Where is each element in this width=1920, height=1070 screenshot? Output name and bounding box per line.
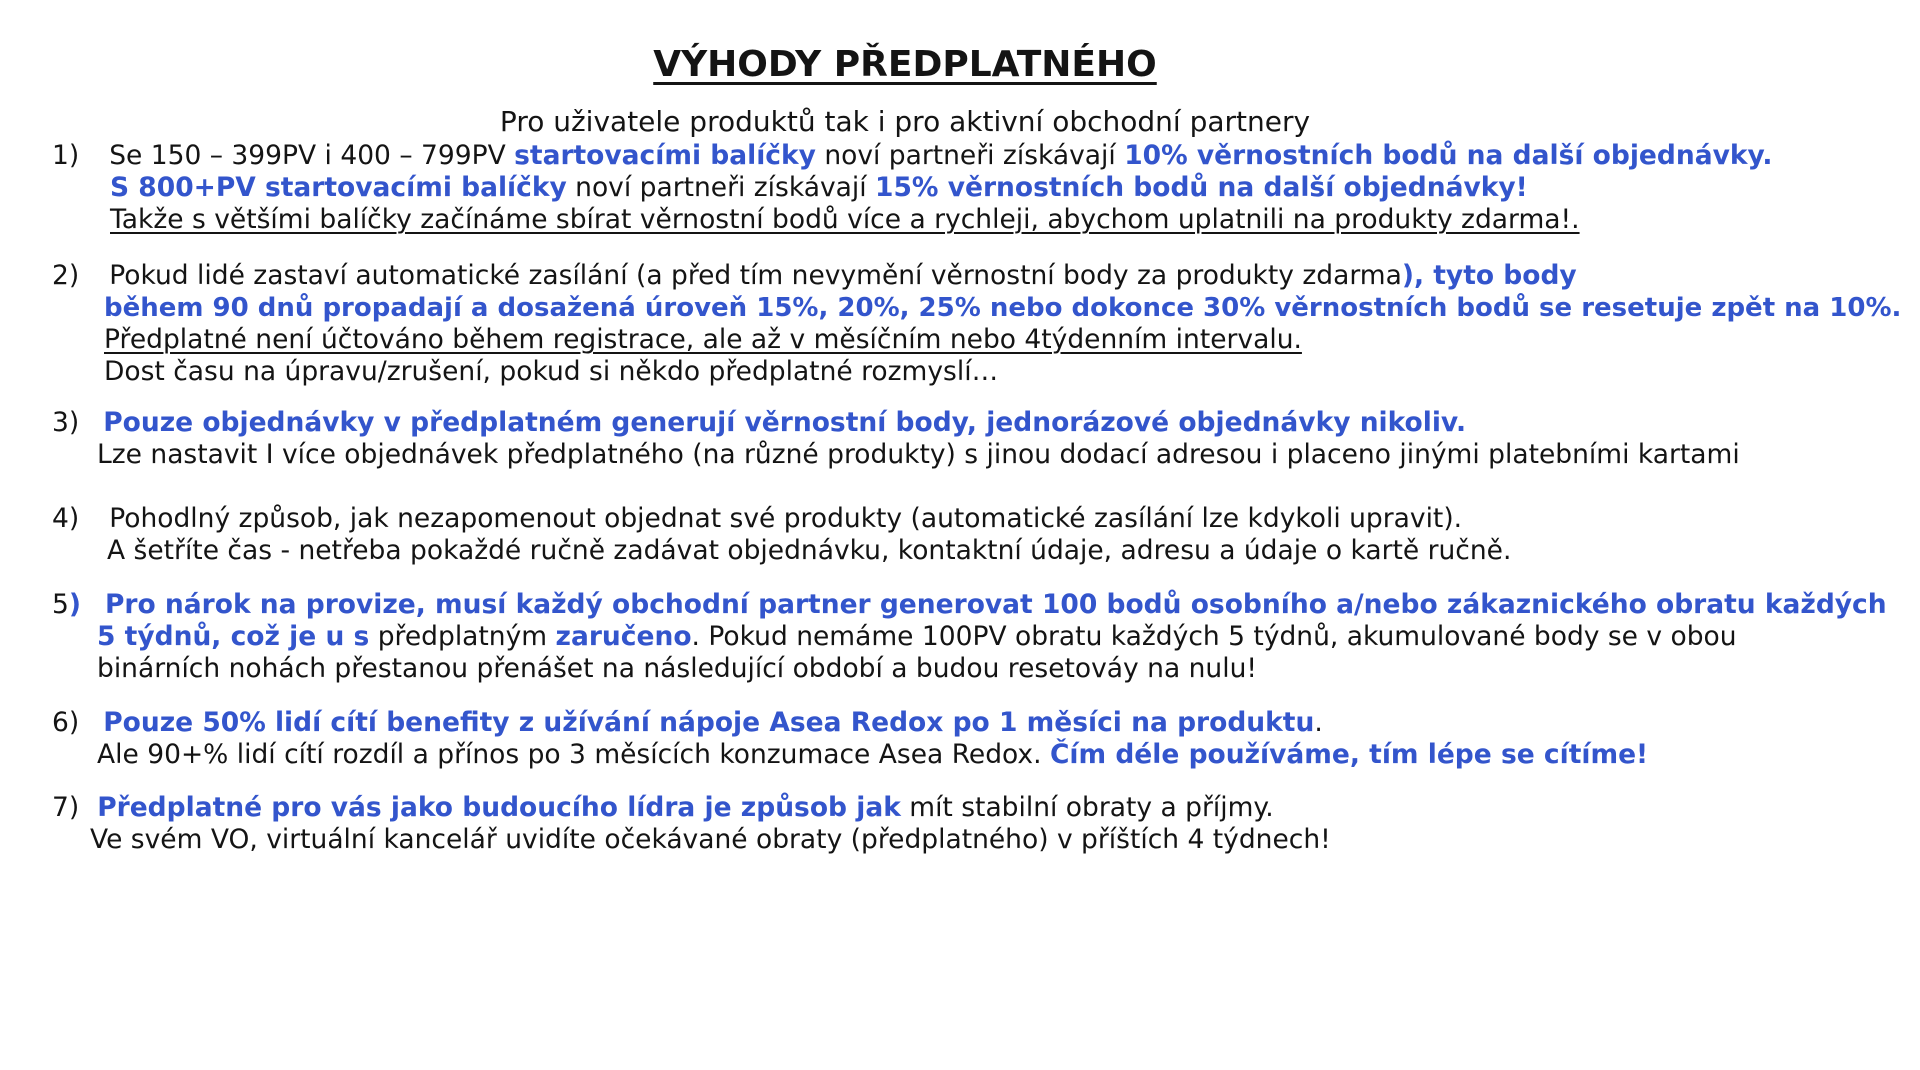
item-4-line-2: A šetříte čas - netřeba pokaždé ručně zadávat objednávku, kontaktní údaje, adresu a údaje o kartě ručně.: [107, 535, 1512, 566]
item-5-highlight: zaručeno: [555, 621, 692, 652]
item-1-highlight: startovacími balíčky: [514, 140, 816, 171]
item-5-text: předplatným: [369, 621, 556, 652]
item-1-text: noví partneři získávají: [566, 172, 876, 203]
item-7-line-1: [52, 790, 1274, 826]
item-1-text: Se 150 – 399PV i 400 – 799PV: [109, 140, 515, 171]
item-5-number: 5): [52, 589, 81, 620]
item-5-line-2: [97, 619, 1737, 655]
item-2-highlight: ), tyto body: [1401, 260, 1577, 291]
item-7-number: 7): [52, 792, 80, 823]
item-1-line-3: Takže s většími balíčky začínáme sbírat věrnostní bodů více a rychleji, abychom uplatnili na produkty zdarma!.: [110, 204, 1580, 235]
item-6-line-1: [52, 705, 1323, 741]
item-3-number: 3): [52, 407, 80, 438]
item-1-line-1: [52, 138, 1772, 174]
item-6-text: .: [1314, 707, 1323, 738]
item-3-highlight: Pouze objednávky v předplatném generují věrnostní body, jednorázové objednávky nikoliv.: [103, 407, 1467, 438]
item-1-highlight: 15% věrnostních bodů na další objednávky!: [875, 172, 1528, 203]
item-5-text: . Pokud nemáme 100PV obratu každých 5 týdnů, akumulované body se v obou: [691, 621, 1737, 652]
item-1-text: noví partneři získávají: [815, 140, 1125, 171]
page-title: VÝHODY PŘEDPLATNÉHO: [653, 44, 1157, 85]
item-5-highlight: 5 týdnů, což je u s: [97, 621, 370, 652]
item-4-text: Pohodlný způsob, jak nezapomenout objednat své produkty (automatické zasílání lze kdykoli upravit).: [109, 503, 1463, 534]
item-5-line-3: binárních nohách přestanou přenášet na následující období a budou resetováy na nulu!: [97, 653, 1257, 684]
item-6-highlight: Pouze 50% lidí cítí benefity z užívání nápoje Asea Redox po 1 měsíci na produktu: [103, 707, 1315, 738]
item-2-line-2: během 90 dnů propadají a dosažená úroveň 15%, 20%, 25% nebo dokonce 30% věrnostních bodů se resetuje zpět na 10%.: [104, 293, 1902, 323]
item-1-highlight: 10% věrnostních bodů na další objednávky.: [1124, 140, 1773, 171]
item-4-line-1: [52, 501, 1462, 537]
item-2-line-1: [52, 258, 1577, 294]
page-subtitle: Pro uživatele produktů tak i pro aktivní obchodní partnery: [499, 105, 1311, 138]
item-4-number: 4): [52, 503, 80, 534]
item-5-highlight: Pro nárok na provize, musí každý obchodní partner generovat 100 bodů osobního a/nebo zákaznického obratu každých: [105, 589, 1887, 620]
item-6-highlight: Čím déle používáme, tím lépe se cítíme!: [1049, 739, 1649, 770]
item-6-number: 6): [52, 707, 80, 738]
item-3-line-2: Lze nastavit I více objednávek předplatného (na různé produkty) s jinou dodací adresou i placeno jinými platebními kartami: [97, 439, 1740, 470]
item-7-highlight: Předplatné pro vás jako budoucího lídra je způsob jak: [97, 792, 901, 823]
item-2-number: 2): [52, 260, 80, 291]
item-1-number: 1): [52, 140, 80, 171]
item-5-line-1: [52, 587, 1887, 623]
item-1-line-2: [110, 170, 1528, 206]
item-7-line-2: Ve svém VO, virtuální kancelář uvidíte očekávané obraty (předplatného) v příštích 4 týdnech!: [90, 824, 1331, 855]
item-6-line-2: [97, 737, 1648, 773]
item-7-text: mít stabilní obraty a příjmy.: [900, 792, 1274, 823]
item-2-line-4: Dost času na úpravu/zrušení, pokud si někdo předplatné rozmyslí…: [104, 356, 999, 387]
item-2-line-3: Předplatné není účtováno během registrace, ale až v měsíčním nebo 4týdenním intervalu.: [104, 324, 1302, 355]
item-6-text: Ale 90+% lidí cítí rozdíl a přínos po 3 měsících konzumace Asea Redox.: [97, 739, 1050, 770]
item-2-text: Pokud lidé zastaví automatické zasílání (a před tím nevymění věrnostní body za produkty zdarma: [109, 260, 1402, 291]
item-3-line-1: [52, 405, 1466, 441]
item-1-highlight: S 800+PV startovacími balíčky: [110, 172, 567, 203]
